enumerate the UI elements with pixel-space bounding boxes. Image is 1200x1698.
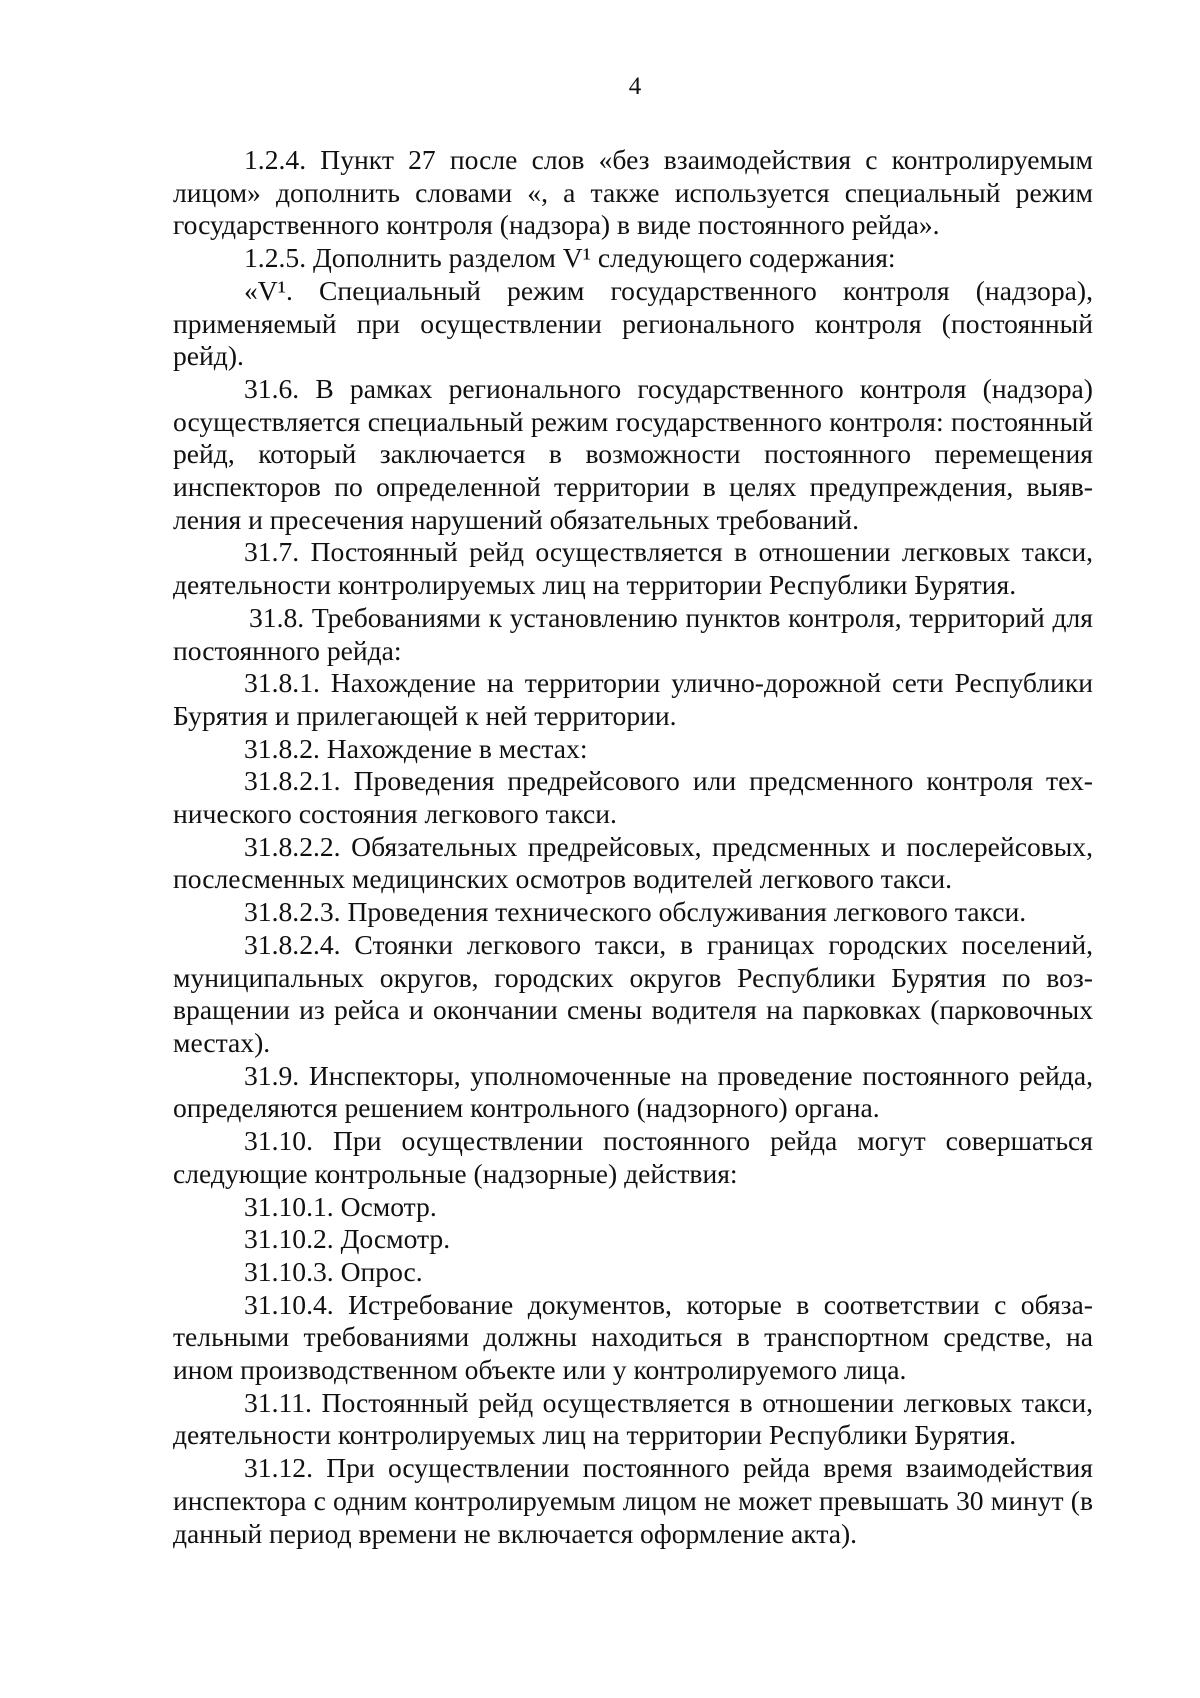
paragraph-31-10-2: 31.10.2. Досмотр. xyxy=(244,1223,451,1255)
paragraph-31-8-1: 31.8.1. Нахождение на территории улично-дорожной сети Республики Бурятия и прилегающей к ней территории. xyxy=(173,667,1093,731)
paragraph-31-8: 31.8. Требованиями к установлению пунктов контроля, территорий для постоянного рейда: xyxy=(173,601,1093,666)
paragraph-31-10: 31.10. При осуществлении постоянного рейда могут совершаться следующие контрольные (надзорные) действия: xyxy=(173,1125,1093,1189)
paragraph-31-8-2-4: 31.8.2.4. Стоянки легкового такси, в границах городских поселений, муниципальных округов, городских округов Республики Бурятия по возвращении из рейса и окончании смены водителя на парковках (парковочных местах). xyxy=(173,928,1093,1058)
paragraph-31-8-2-3: 31.8.2.3. Проведения технического обслуживания легкового такси. xyxy=(244,896,1027,928)
paragraph-31-10-3: 31.10.3. Опрос. xyxy=(244,1255,423,1287)
page-number: 4 xyxy=(628,73,642,100)
paragraph-31-6: 31.6. В рамках регионального государственного контроля (надзора) осуществляется специальный режим государственного контроля: постоянный рейд, который заключается в возможности постоянного перемещения инспекторов по определенной территории в целях предупреждения, выявления и пресечения нарушений обязательных требований. xyxy=(173,372,1093,535)
paragraph-31-9: 31.9. Инспекторы, уполномоченные на проведение постоянного рейда, определяются решением контрольного (надзорного) органа. xyxy=(173,1059,1093,1124)
paragraph-31-8-2: 31.8.2. Нахождение в местах: xyxy=(244,732,588,764)
paragraph-31-8-2-1: 31.8.2.1. Проведения предрейсового или предсменного контроля технического состояния легкового такси. xyxy=(173,765,1093,830)
paragraph-1-2-5: 1.2.5. Дополнить разделом V¹ следующего содержания: xyxy=(244,242,896,274)
paragraph-31-11: 31.11. Постоянный рейд осуществляется в отношении легковых такси, деятельности контролируемых лиц на территории Республики Бурятия. xyxy=(173,1386,1093,1451)
paragraph-31-7: 31.7. Постоянный рейд осуществляется в отношении легковых такси, деятельности контролируемых лиц на территории Республики Бурятия. xyxy=(173,536,1093,601)
paragraph-1-2-4: 1.2.4. Пункт 27 после слов «без взаимодействия с контролируемым лицом» дополнить словами «, а также используется специальный режим государственного контроля (надзора) в виде постоянного рейда». xyxy=(173,144,1093,241)
section-v1-heading: «V¹. Специальный режим государственного контроля (надзора), применяемый при осуществлении регионального контроля (постоянный рейд). xyxy=(173,274,1093,372)
paragraph-31-8-2-2: 31.8.2.2. Обязательных предрейсовых, предсменных и послерейсовых, послесменных медицинских осмотров водителей легкового такси. xyxy=(173,830,1093,895)
paragraph-31-10-4: 31.10.4. Истребование документов, которые в соответствии с обязательными требованиями должны находиться в транспортном средстве, на ином производственном объекте или у контролируемого лица. xyxy=(173,1288,1093,1386)
document-body xyxy=(173,144,1093,1550)
paragraph-31-10-1: 31.10.1. Осмотр. xyxy=(244,1190,437,1222)
paragraph-31-12: 31.12. При осуществлении постоянного рейда время взаимодействия инспектора с одним контролируемым лицом не может превышать 30 минут (в данный период времени не включается оформление акта). xyxy=(173,1452,1093,1549)
